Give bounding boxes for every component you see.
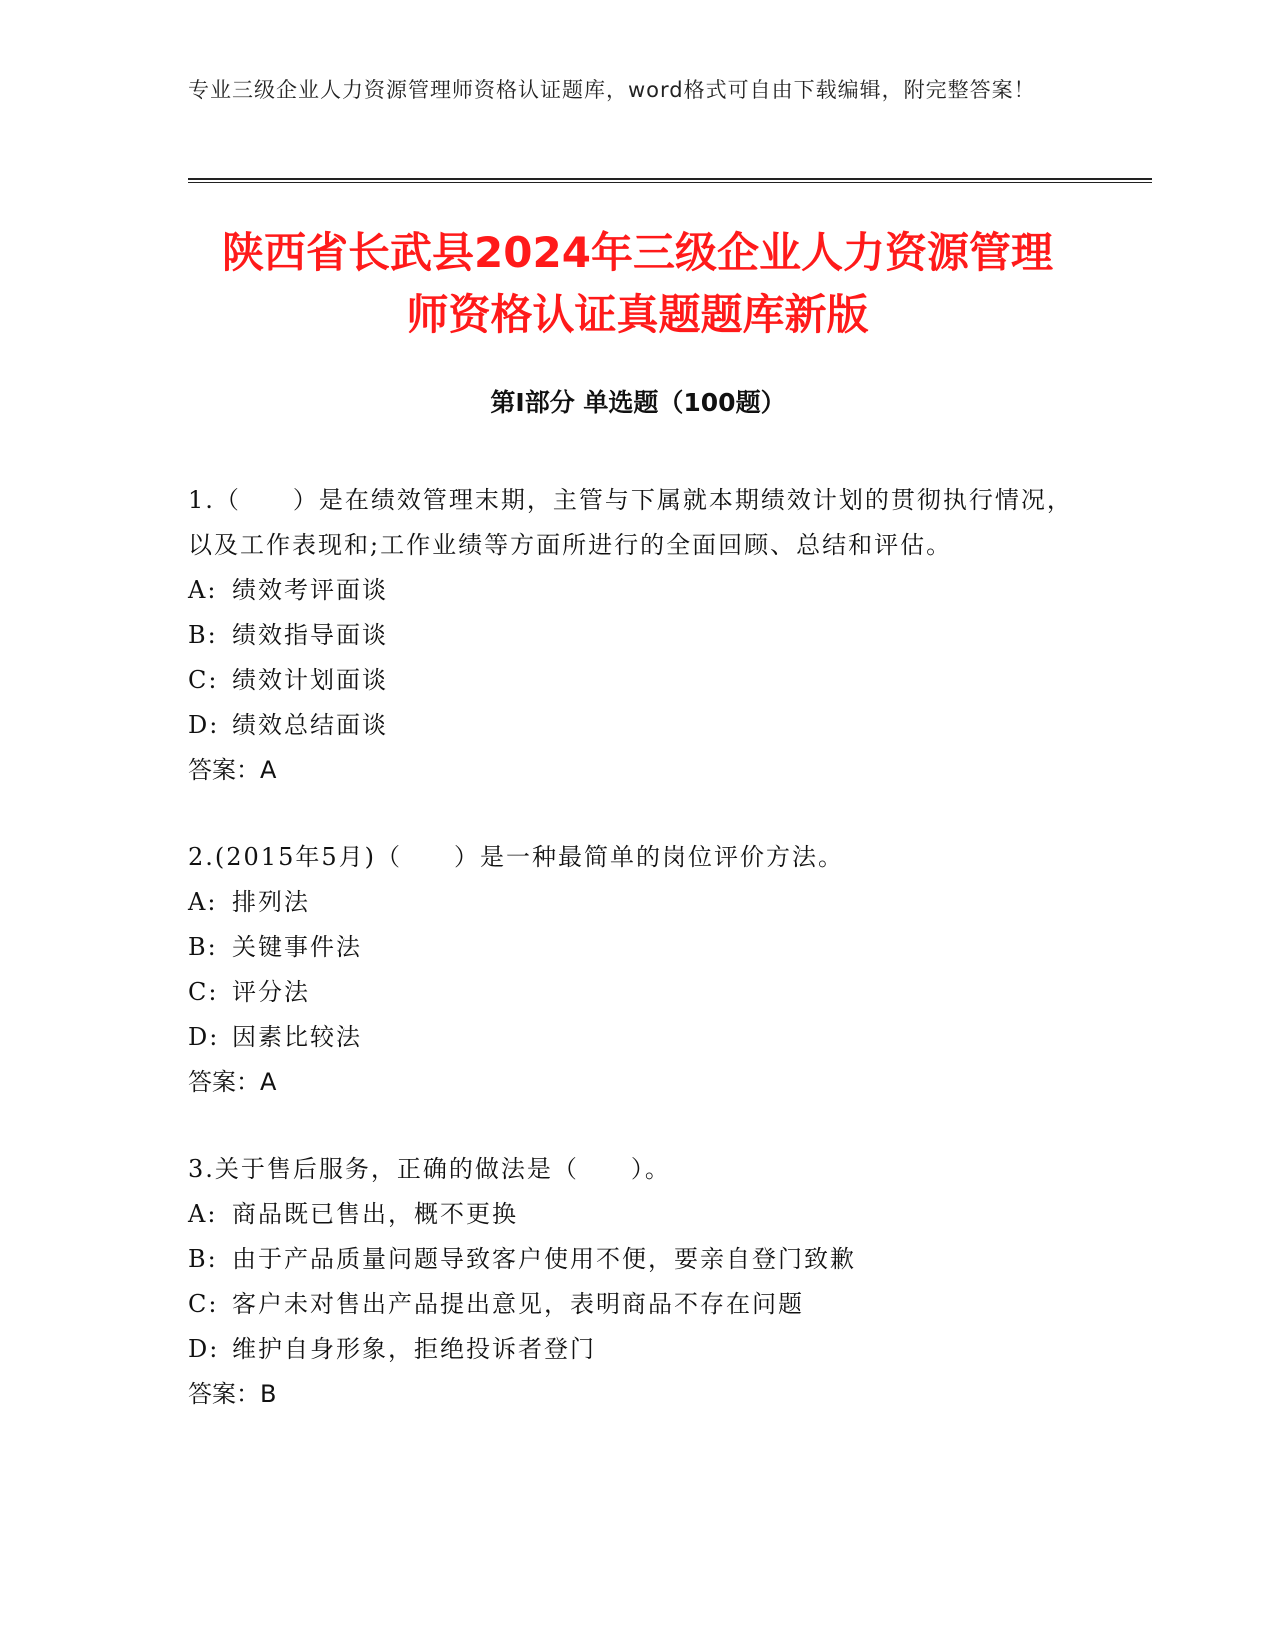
option-d bbox=[188, 703, 1078, 748]
option-text: 因素比较法 bbox=[232, 1023, 362, 1051]
section-heading: 第I部分 单选题（100题） bbox=[490, 388, 786, 417]
option-key: A: bbox=[188, 888, 218, 916]
option-d bbox=[188, 1015, 1078, 1060]
question-2 bbox=[188, 835, 1078, 1105]
header-note: 专业三级企业人力资源管理师资格认证题库，word格式可自由下载编辑，附完整答案！ bbox=[188, 78, 1036, 102]
option-key: C: bbox=[188, 666, 219, 694]
option-text: 绩效指导面谈 bbox=[232, 621, 388, 649]
option-key: A: bbox=[188, 576, 218, 604]
option-text: 绩效总结面谈 bbox=[232, 711, 388, 739]
question-stem: 2.(2015年5月)（ ）是一种最简单的岗位评价方法。 bbox=[188, 843, 844, 871]
option-key: C: bbox=[188, 1290, 219, 1318]
option-b bbox=[188, 613, 1078, 658]
option-text: 维护自身形象，拒绝投诉者登门 bbox=[232, 1335, 596, 1363]
option-a bbox=[188, 880, 1078, 925]
option-c bbox=[188, 1282, 1078, 1327]
option-d bbox=[188, 1327, 1078, 1372]
option-text: 评分法 bbox=[232, 978, 310, 1006]
option-text: 关键事件法 bbox=[232, 933, 362, 961]
document-title bbox=[150, 222, 1125, 346]
option-c bbox=[188, 970, 1078, 1015]
option-text: 商品既已售出，概不更换 bbox=[232, 1200, 518, 1228]
option-key: B: bbox=[188, 621, 218, 649]
answer-line: 答案：A bbox=[188, 1068, 277, 1096]
option-text: 客户未对售出产品提出意见，表明商品不存在问题 bbox=[232, 1290, 804, 1318]
header-rule-thin bbox=[188, 182, 1152, 183]
option-key: D: bbox=[188, 1023, 220, 1051]
question-3 bbox=[188, 1147, 1078, 1417]
question-1 bbox=[188, 478, 1078, 793]
option-text: 排列法 bbox=[232, 888, 310, 916]
option-b bbox=[188, 925, 1078, 970]
option-key: D: bbox=[188, 711, 220, 739]
question-stem: 3.关于售后服务，正确的做法是（ ）。 bbox=[188, 1155, 671, 1183]
option-key: D: bbox=[188, 1335, 220, 1363]
document-title-line-2: 师资格认证真题题库新版 bbox=[406, 290, 869, 339]
option-text: 绩效考评面谈 bbox=[232, 576, 388, 604]
option-text: 绩效计划面谈 bbox=[232, 666, 388, 694]
option-key: A: bbox=[188, 1200, 218, 1228]
option-key: B: bbox=[188, 1245, 218, 1273]
option-key: B: bbox=[188, 933, 218, 961]
answer-line: 答案：A bbox=[188, 756, 277, 784]
answer-line: 答案：B bbox=[188, 1380, 277, 1408]
option-c bbox=[188, 658, 1078, 703]
option-a bbox=[188, 568, 1078, 613]
option-a bbox=[188, 1192, 1078, 1237]
option-b bbox=[188, 1237, 1078, 1282]
option-text: 由于产品质量问题导致客户使用不便，要亲自登门致歉 bbox=[232, 1245, 856, 1273]
question-stem: 1.（ ）是在绩效管理末期，主管与下属就本期绩效计划的贯彻执行情况，以及工作表现和;工作业绩等方面所进行的全面回顾、总结和评估。 bbox=[188, 486, 1073, 559]
question-list bbox=[188, 478, 1078, 1459]
document-title-line-1: 陕西省长武县2024年三级企业人力资源管理 bbox=[222, 228, 1053, 277]
header-rule-thick bbox=[188, 178, 1152, 180]
option-key: C: bbox=[188, 978, 219, 1006]
